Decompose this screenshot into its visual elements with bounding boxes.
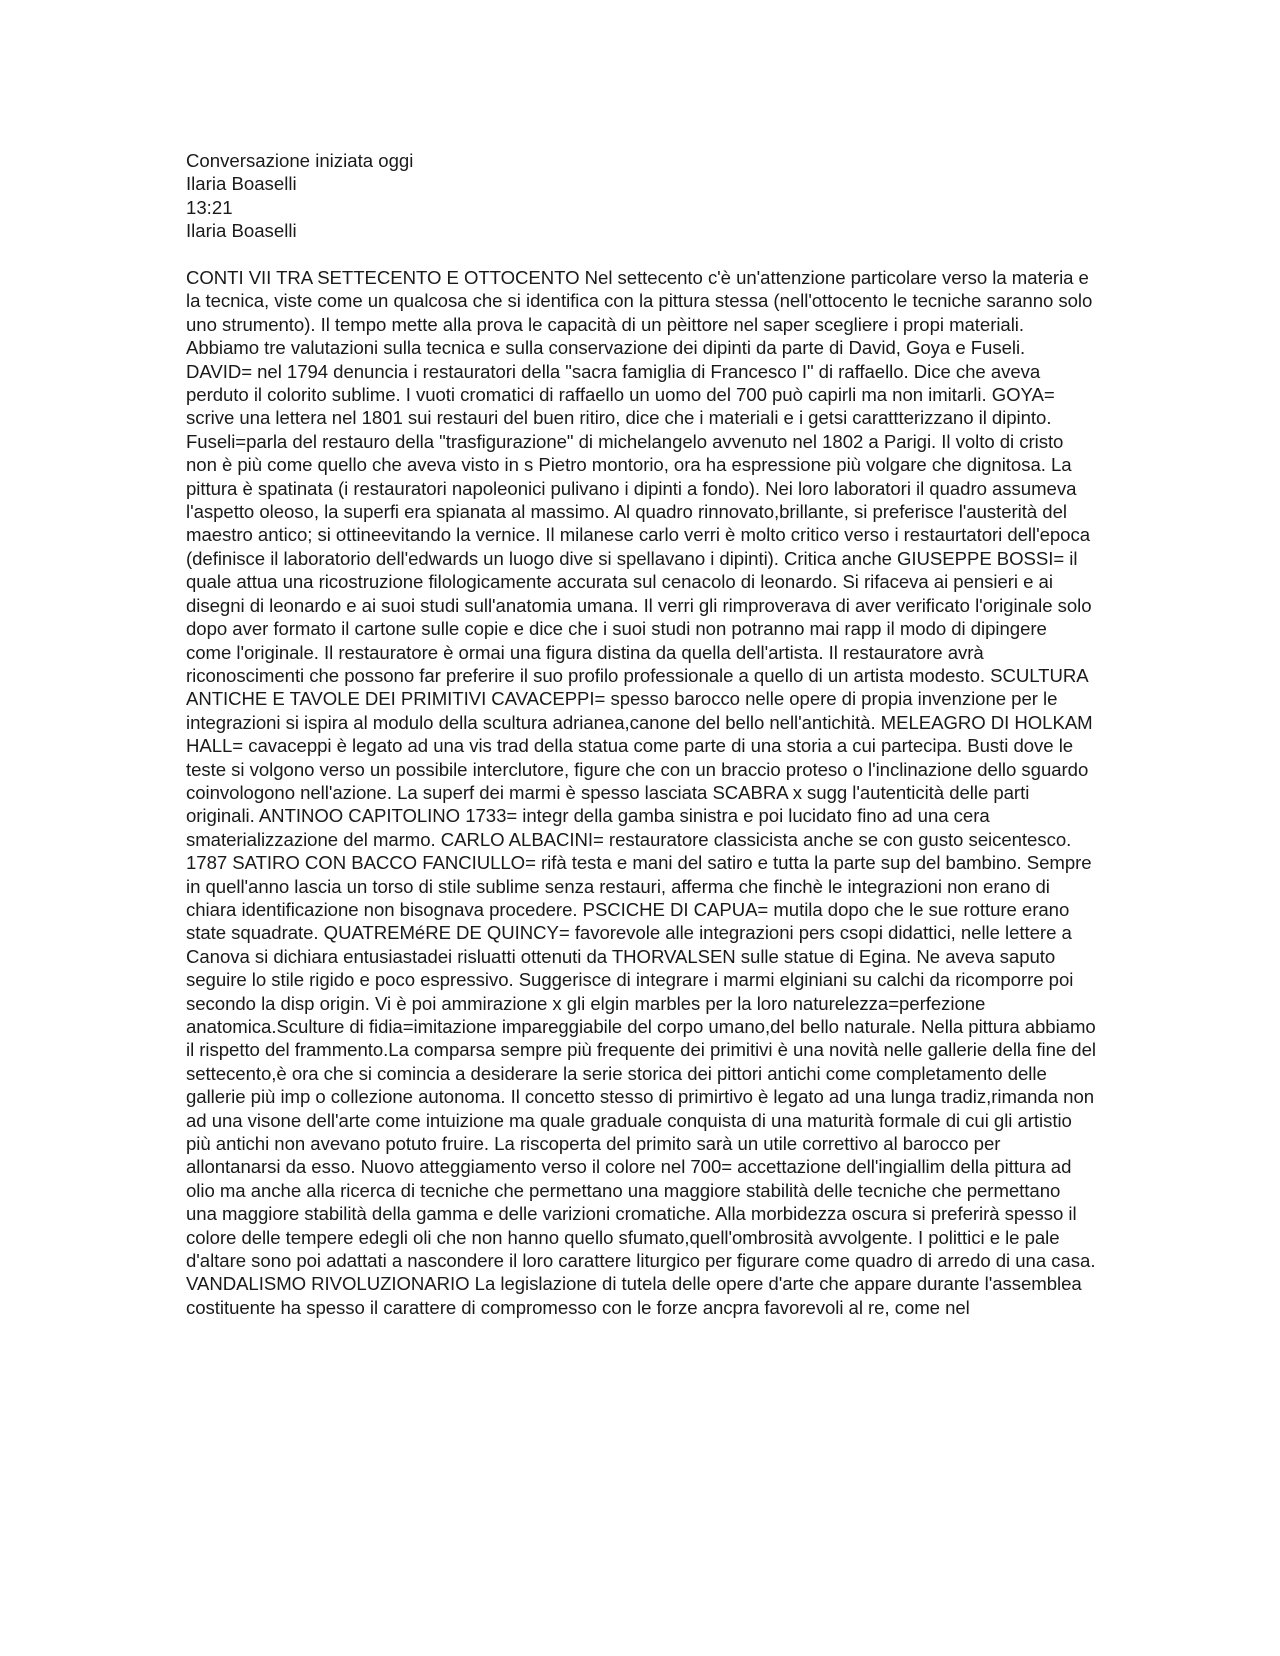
- author-name: Ilaria Boaselli: [186, 220, 297, 242]
- message-time: 13:21: [186, 196, 233, 218]
- conversation-label: Conversazione iniziata oggi: [186, 150, 414, 171]
- header-spacer: [186, 243, 1096, 266]
- sender-name: Ilaria Boaselli: [186, 173, 297, 195]
- message-body: CONTI VII TRA SETTECENTO E OTTOCENTO Nel settecento c'è un'attenzione particolare verso la materia e la tecnica, viste come un qualcosa che si identifica con la pittura stessa (nell'ottocento le tecniche saranno solo uno strumento). Il tempo mette alla prova le capacità di un pèittore nel saper scegliere i propi materiali. Abbiamo tre valutazioni sulla tecnica e sulla conservazione dei dipinti da parte di David, Goya e Fuseli. DAVID= nel 1794 denuncia i restauratori della "sacra famiglia di Francesco I" di raffaello. Dice che aveva perduto il colorito sublime. I vuoti cromatici di raffaello un uomo del 700 può capirli ma non imitarli. GOYA= scrive una lettera nel 1801 sui restauri del buen ritiro, dice che i materiali e i getsi carattterizzano il dipinto. Fuseli=parla del restauro della "trasfigurazione" di michelangelo avvenuto nel 1802 a Parigi. Il volto di cristo non è più come quello che aveva visto in s Pietro montorio, ora ha espressione più volgare che dignitosa. La pittura è spatinata (i restauratori napoleonici pulivano i dipinti a fondo). Nei loro laboratori il quadro assumeva l'aspetto oleoso, la superfi era spianata al massimo. Al quadro rinnovato,brillante, si preferisce l'austerità del maestro antico; si ottineevitando la vernice. Il milanese carlo verri è molto critico verso i restaurtatori dell'epoca (definisce il laboratorio dell'edwards un luogo dive si spellavano i dipinti). Critica anche GIUSEPPE BOSSI= il quale attua una ricostruzione filologicamente accurata sul cenacolo di leonardo. Si rifaceva ai pensieri e ai disegni di leonardo e ai suoi studi sull'anatomia umana. Il verri gli rimproverava di aver verificato l'originale solo dopo aver formato il cartone sulle copie e dice che i suoi studi non potranno mai rapp il modo di dipingere come l'originale. Il restauratore è ormai una figura distina da quella dell'artista. Il restauratore avrà riconoscimenti che possono far preferire il suo profilo professionale a quello di un artista modesto. SCULTURA ANTICHE E TAVOLE DEI PRIMITIVI CAVACEPPI= spesso barocco nelle opere di propia invenzione per le integrazioni si ispira al modulo della scultura adrianea,canone del bello nell'antichità. MELEAGRO DI HOLKAM HALL= cavaceppi è legato ad una vis trad della statua come parte di una storia a cui partecipa. Busti dove le teste si volgono verso un possibile interclutore, figure che con un braccio proteso o l'inclinazione dello sguardo coinvologono nell'azione. La superf dei marmi è spesso lasciata SCABRA x sugg l'autenticità delle parti originali. ANTINOO CAPITOLINO 1733= integr della gamba sinistra e poi lucidato fino ad una cera smaterializzazione del marmo. CARLO ALBACINI= restauratore classicista anche se con gusto seicentesco. 1787 SATIRO CON BACCO FANCIULLO= rifà testa e mani del satiro e tutta la parte sup del bambino. Sempre in quell'anno lascia un torso di stile sublime senza restauri, afferma che finchè le integrazioni non erano di chiara identificazione non bisognava procedere. PSCICHE DI CAPUA= mutila dopo che le sue rotture erano state squadrate. QUATREMéRE DE QUINCY= favorevole alle integrazioni pers csopi didattici, nelle lettere a Canova si dichiara entusiastadei risluatti ottenuti da THORVALSEN sulle statue di Egina. Ne aveva saputo seguire lo stile rigido e poco espressivo. Suggerisce di integrare i marmi elginiani su calchi da ricomporre poi secondo la disp origin. Vi è poi ammirazione x gli elgin marbles per la loro naturelezza=perfezione anatomica.Sculture di fidia=imitazione impareggiabile del corpo umano,del bello naturale. Nella pittura abbiamo il rispetto del frammento.La comparsa sempre più frequente dei primitivi è una novità nelle gallerie della fine del settecento,è ora che si comincia a desiderare la serie storica dei pittori antichi come completamento delle gallerie più imp o collezione autonoma. Il concetto stesso di primirtivo è legato ad una lunga tradiz,rimanda non ad una visone dell'arte come intuizione ma quale graduale conquista di una maturità formale di cui gli artistio più antichi non avevano potuto fruire. La riscoperta del primito sarà un utile correttivo al barocco per allontanarsi da esso. Nuovo atteggiamento verso il colore nel 700= accettazione dell'ingiallim della pittura ad olio ma anche alla ricerca di tecniche che permettano una maggiore stabilità delle tecniche che permettano una maggiore stabilità della gamma e delle varizioni cromatiche. Alla morbidezza oscura si preferirà spesso il colore delle tempere edegli oli che non hanno quello sfumato,quell'ombrosità avvolgente. I polittici e le pale d'altare sono poi adattati a nascondere il loro carattere liturgico per figurare come quadro di arredo di una casa. VANDALISMO RIVOLUZIONARIO La legislazione di tutela delle opere d'arte che appare durante l'assemblea costituente ha spesso il carattere di compromesso con le forze ancpra favorevoli al re, come nel: [186, 267, 1096, 1318]
- document-content: [186, 149, 1096, 1319]
